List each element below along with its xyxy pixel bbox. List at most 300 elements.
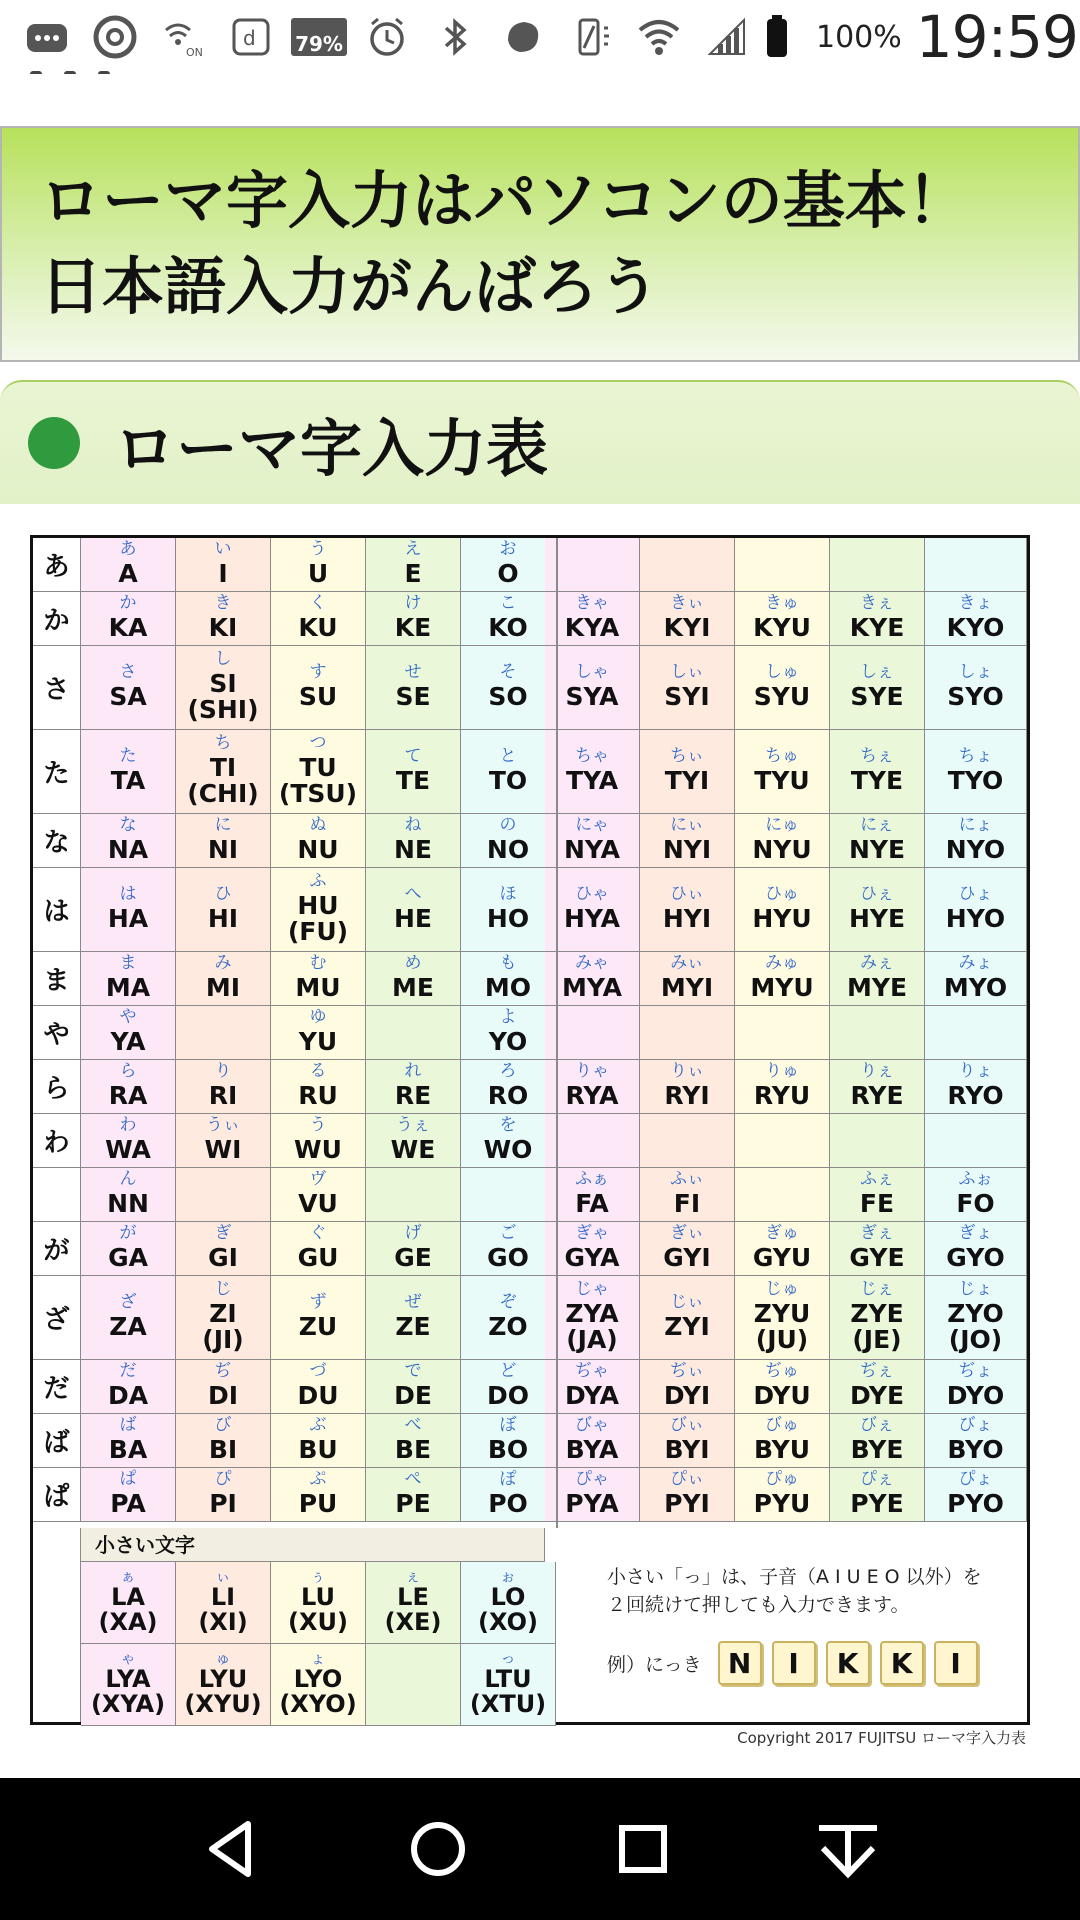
pull-down-icon: [813, 1814, 883, 1884]
kana-cell: [176, 1168, 271, 1222]
kana-label: と: [499, 746, 517, 767]
romaji-label: GO: [487, 1243, 529, 1273]
kana-cell: [925, 1114, 1027, 1168]
kana-label: しょ: [958, 662, 993, 683]
row-header: ま: [33, 952, 81, 1006]
kana-cell: [271, 592, 366, 646]
romaji-label: TYO: [947, 766, 1004, 796]
kana-label: にゅ: [765, 815, 799, 836]
kana-cell: [176, 1468, 271, 1522]
kana-cell: [545, 1168, 640, 1222]
romaji-label: RE: [394, 1081, 432, 1111]
kana-cell: [830, 592, 925, 646]
romaji-label: BA: [108, 1435, 148, 1465]
row-header: が: [33, 1222, 81, 1276]
kana-label: ゆ: [309, 1007, 327, 1028]
kana-cell: [830, 1168, 925, 1222]
romaji-label: BYO: [947, 1435, 1004, 1465]
romaji-alt-label: (XI): [198, 1608, 248, 1637]
kana-label: ぼ: [499, 1415, 517, 1436]
kana-label: ご: [499, 1223, 517, 1244]
romaji-alt-label: (XE): [384, 1608, 442, 1637]
kana-label: ぱ: [119, 1469, 137, 1490]
kana-cell: [925, 646, 1027, 730]
kana-cell: [640, 592, 735, 646]
signal-icon: [702, 14, 752, 60]
kana-cell: [830, 1006, 925, 1060]
kana-cell: [366, 1276, 461, 1360]
kana-label: う: [309, 1115, 327, 1136]
romaji-label: HU: [297, 891, 339, 921]
romaji-label: HYA: [564, 904, 620, 934]
romaji-label: NYE: [848, 835, 906, 865]
kana-label: つ: [309, 733, 327, 754]
romaji-label: SA: [109, 682, 147, 712]
romaji-alt-label: (JI): [202, 1325, 244, 1355]
kana-cell: [461, 1414, 556, 1468]
kana-cell: [640, 1414, 735, 1468]
romaji-label: MYA: [562, 973, 622, 1003]
romaji-label: VU: [298, 1189, 338, 1219]
kana-cell: [81, 538, 176, 592]
romaji-label: SYE: [850, 682, 904, 712]
romaji-label: BO: [487, 1435, 529, 1465]
kana-cell: [366, 538, 461, 592]
kana-label: ぶ: [309, 1415, 327, 1436]
romaji-label: TU: [299, 753, 337, 783]
row-header: ぱ: [33, 1468, 81, 1522]
kana-cell: [545, 1276, 640, 1360]
romaji-label: SU: [298, 682, 338, 712]
romaji-label: ME: [392, 973, 434, 1003]
kana-cell: [461, 646, 556, 730]
kana-cell: [176, 814, 271, 868]
romaji-label: WA: [105, 1135, 151, 1165]
kana-cell: [366, 1222, 461, 1276]
kana-cell: [545, 592, 640, 646]
home-button[interactable]: [388, 1799, 488, 1899]
romaji-label: NYU: [752, 835, 812, 865]
romaji-label: KE: [394, 613, 432, 643]
kana-label: へ: [404, 884, 422, 905]
kana-label: にょ: [958, 815, 993, 836]
kana-cell: [830, 952, 925, 1006]
kana-cell: [925, 1006, 1027, 1060]
romaji-label: WI: [204, 1135, 242, 1165]
romaji-alt-label: (JE): [852, 1325, 902, 1355]
kana-cell: [461, 952, 556, 1006]
kana-label: ぜ: [404, 1292, 422, 1313]
small-letters-label: 小さい文字: [81, 1528, 545, 1562]
romaji-label: DE: [394, 1381, 432, 1411]
kana-cell: [735, 1360, 830, 1414]
romaji-label: GE: [394, 1243, 432, 1273]
kana-label: る: [309, 1061, 327, 1082]
romaji-label: BU: [298, 1435, 338, 1465]
kana-label: ね: [404, 815, 422, 836]
kana-label: ヴ: [309, 1169, 327, 1190]
romaji-label: MYI: [660, 973, 714, 1003]
kana-label: きょ: [958, 593, 993, 614]
romaji-label: MYE: [846, 973, 908, 1003]
romaji-label: GYU: [752, 1243, 812, 1273]
kana-cell: [271, 1060, 366, 1114]
kana-cell: [735, 730, 830, 814]
kana-cell: [366, 646, 461, 730]
romaji-label: BYE: [850, 1435, 904, 1465]
small-kana-cell: [271, 1644, 366, 1726]
kana-cell: [545, 1222, 640, 1276]
kana-label: みゃ: [575, 953, 609, 974]
kana-label: ふぇ: [860, 1169, 894, 1190]
kana-label: りゅ: [765, 1061, 799, 1082]
kana-label: に: [214, 815, 232, 836]
kana-cell: [81, 1468, 176, 1522]
romaji-label: KA: [108, 613, 148, 643]
kana-cell: [735, 1222, 830, 1276]
kana-label: こ: [499, 593, 517, 614]
kana-cell: [271, 646, 366, 730]
kana-cell: [640, 730, 735, 814]
kana-cell: [735, 1414, 830, 1468]
kana-label: き: [214, 593, 232, 614]
romaji-label: DO: [486, 1381, 529, 1411]
small-kana-cell: [176, 1644, 271, 1726]
kana-label: ぢ: [214, 1361, 232, 1382]
example-key: I: [934, 1641, 978, 1685]
kana-cell: [176, 646, 271, 730]
romaji-label: DYE: [849, 1381, 905, 1411]
kana-label: ぴゃ: [575, 1469, 609, 1490]
kana-label: ろ: [499, 1061, 517, 1082]
kana-label: わ: [119, 1115, 137, 1136]
kana-label: く: [309, 593, 327, 614]
kana-cell: [830, 1222, 925, 1276]
kana-label: せ: [404, 662, 422, 683]
row-header: や: [33, 1006, 81, 1060]
kana-cell: [735, 1060, 830, 1114]
row-header: ざ: [33, 1276, 81, 1360]
romaji-label: SYA: [565, 682, 619, 712]
romaji-label: KYE: [849, 613, 905, 643]
romaji-label: RO: [487, 1081, 529, 1111]
kana-cell: [366, 1060, 461, 1114]
kana-cell: [271, 1468, 366, 1522]
notification-pull-button[interactable]: [798, 1799, 898, 1899]
kana-label: え: [404, 539, 422, 560]
romaji-label: LYU: [198, 1665, 248, 1694]
kana-label: み: [214, 953, 232, 974]
kana-cell: [366, 952, 461, 1006]
romaji-label: MA: [105, 973, 151, 1003]
example-keys: [718, 1641, 988, 1685]
romaji-label: SO: [488, 682, 528, 712]
kana-cell: [176, 1114, 271, 1168]
kana-label: ぢぇ: [860, 1361, 894, 1382]
kana-cell: [925, 1168, 1027, 1222]
romaji-label: GI: [208, 1243, 238, 1273]
romaji-label: TYI: [664, 766, 710, 796]
kana-cell: [735, 814, 830, 868]
kana-cell: [925, 952, 1027, 1006]
romaji-label: PYO: [947, 1489, 1004, 1519]
kana-cell: [830, 730, 925, 814]
romaji-label: PO: [488, 1489, 528, 1519]
svg-text:d: d: [243, 26, 256, 50]
kana-label: ぢゅ: [765, 1361, 799, 1382]
row-header: ば: [33, 1414, 81, 1468]
romaji-label: HYE: [848, 904, 906, 934]
romaji-label: YU: [298, 1027, 338, 1057]
romaji-label: ZYI: [664, 1312, 710, 1342]
kana-label: ひ: [214, 884, 232, 905]
kana-cell: [925, 730, 1027, 814]
kana-label: うぃ: [206, 1115, 240, 1136]
kana-cell: [81, 646, 176, 730]
bullet-dot-icon: [28, 417, 80, 469]
kana-cell: [461, 1222, 556, 1276]
romaji-label: ZU: [298, 1312, 338, 1342]
kana-cell: [640, 1276, 735, 1360]
romaji-label: RYO: [947, 1081, 1004, 1111]
romaji-alt-label: (CHI): [187, 779, 259, 809]
kana-cell: [176, 868, 271, 952]
kana-cell: [271, 1222, 366, 1276]
kana-label: う: [309, 539, 327, 560]
kana-label: ぴぇ: [860, 1469, 894, 1490]
romaji-label: RYU: [753, 1081, 811, 1111]
kana-cell: [735, 592, 830, 646]
romaji-label: NO: [486, 835, 530, 865]
kana-label: ひゅ: [765, 884, 799, 905]
kana-cell: [640, 1468, 735, 1522]
kana-cell: [81, 1276, 176, 1360]
romaji-label: SE: [395, 682, 431, 712]
romaji-label: BYU: [753, 1435, 811, 1465]
kana-label: ひぃ: [670, 884, 704, 905]
kana-label: ちぇ: [860, 746, 894, 767]
romaji-label: LTU: [484, 1665, 532, 1694]
kana-label: にぇ: [860, 815, 894, 836]
kana-cell: [925, 1222, 1027, 1276]
kana-cell: [366, 1414, 461, 1468]
kana-cell: [366, 1114, 461, 1168]
kana-label: い: [214, 539, 232, 560]
romaji-label: KI: [208, 613, 238, 643]
kana-cell: [735, 1468, 830, 1522]
kana-label: ば: [119, 1415, 137, 1436]
kana-cell: [461, 592, 556, 646]
kana-cell: [640, 952, 735, 1006]
row-header: [33, 1168, 81, 1222]
romaji-label: DI: [207, 1381, 239, 1411]
kana-cell: [545, 1006, 640, 1060]
kana-cell: [461, 814, 556, 868]
kana-cell: [735, 1006, 830, 1060]
kana-cell: [830, 1360, 925, 1414]
battery-saver-icon: 79%: [294, 14, 344, 60]
example-key: N: [718, 1641, 762, 1685]
kana-cell: [366, 592, 461, 646]
romaji-label: DYI: [663, 1381, 711, 1411]
kana-label: ひぇ: [860, 884, 894, 905]
kana-label: な: [119, 815, 137, 836]
romaji-alt-label: (TSU): [278, 779, 358, 809]
chrome-icon: [90, 14, 140, 60]
kana-cell: [735, 1276, 830, 1360]
romaji-alt-label: (JA): [566, 1325, 618, 1355]
kana-cell: [81, 1360, 176, 1414]
kana-label: や: [119, 1007, 137, 1028]
kana-cell: [366, 1168, 461, 1222]
kana-cell: [81, 1222, 176, 1276]
recents-icon: [608, 1814, 678, 1884]
romaji-label: KYU: [753, 613, 811, 643]
kana-label: じぃ: [670, 1292, 704, 1313]
kana-label: っ: [500, 1649, 516, 1668]
romaji-label: HYO: [945, 904, 1006, 934]
kana-label: びゃ: [575, 1415, 609, 1436]
romaji-alt-label: (XU): [288, 1608, 348, 1637]
romaji-label: SYI: [664, 682, 710, 712]
kana-label: ぎゃ: [575, 1223, 609, 1244]
kana-cell: [640, 646, 735, 730]
kana-label: しぇ: [860, 662, 894, 683]
romaji-label: U: [307, 559, 329, 589]
kana-cell: [81, 1114, 176, 1168]
romaji-alt-label: (XTU): [469, 1690, 547, 1719]
banner-line-1: ローマ字入力はパソコンの基本！: [40, 164, 969, 237]
kana-cell: [545, 1360, 640, 1414]
kana-label: ゅ: [215, 1649, 231, 1668]
kana-label: うぇ: [396, 1115, 430, 1136]
kana-cell: [830, 646, 925, 730]
kana-label: ぴゅ: [765, 1469, 799, 1490]
kana-cell: [81, 868, 176, 952]
kana-cell: [461, 1360, 556, 1414]
kana-label: り: [214, 1061, 232, 1082]
romaji-label: YO: [488, 1027, 528, 1057]
kana-cell: [271, 1006, 366, 1060]
kana-cell: [830, 1114, 925, 1168]
back-button[interactable]: [183, 1799, 283, 1899]
kana-cell: [640, 1168, 735, 1222]
kana-cell: [925, 868, 1027, 952]
romaji-label: ZA: [109, 1312, 147, 1342]
kana-cell: [640, 538, 735, 592]
romaji-label: FE: [859, 1189, 895, 1219]
kana-label: ぁ: [120, 1567, 136, 1586]
kana-label: びゅ: [765, 1415, 799, 1436]
back-icon: [198, 1814, 268, 1884]
romaji-label: PE: [395, 1489, 431, 1519]
romaji-label: LA: [111, 1583, 145, 1612]
kana-label: ぃ: [215, 1567, 231, 1586]
kana-label: あ: [119, 539, 137, 560]
column-divider: [556, 538, 558, 1528]
small-kana-cell: [366, 1562, 461, 1644]
kana-label: ぽ: [499, 1469, 517, 1490]
small-kana-cell: [176, 1562, 271, 1644]
kana-label: ぢぃ: [670, 1361, 704, 1382]
kana-label: で: [404, 1361, 422, 1382]
romaji-label: GYA: [564, 1243, 620, 1273]
kana-cell: [271, 952, 366, 1006]
small-letters-left-spacer: [33, 1528, 81, 1722]
romaji-alt-label: (XYO): [279, 1690, 357, 1719]
romaji-label: PA: [110, 1489, 146, 1519]
small-tsu-note: [607, 1563, 1007, 1619]
kana-cell: [366, 814, 461, 868]
kana-cell: [925, 538, 1027, 592]
romaji-label: PYE: [850, 1489, 904, 1519]
kana-label: だ: [119, 1361, 137, 1382]
kana-label: ぎ: [214, 1223, 232, 1244]
romaji-label: ZYE: [850, 1299, 904, 1329]
kana-label: りょ: [958, 1061, 993, 1082]
example-key: K: [826, 1641, 870, 1685]
kana-label: ちゅ: [765, 746, 799, 767]
kana-cell: [271, 1414, 366, 1468]
kana-cell: [735, 868, 830, 952]
kana-label: ぎゅ: [765, 1223, 799, 1244]
kana-cell: [81, 730, 176, 814]
romaji-label: NA: [107, 835, 149, 865]
scrolled-text-remnant: [30, 62, 180, 74]
kana-label: れ: [404, 1061, 422, 1082]
kana-cell: [925, 1468, 1027, 1522]
kana-label: ゃ: [120, 1649, 136, 1668]
small-kana-cell: [461, 1562, 556, 1644]
kana-cell: [271, 814, 366, 868]
kana-label: ぐ: [309, 1223, 327, 1244]
romaji-label: NYA: [564, 835, 620, 865]
kana-label: しぃ: [670, 662, 704, 683]
small-kana-cell: [271, 1562, 366, 1644]
romaji-label: SI: [209, 669, 237, 699]
romaji-label: BYI: [664, 1435, 710, 1465]
romaji-label: RYE: [850, 1081, 904, 1111]
romaji-alt-label: (JO): [948, 1325, 1003, 1355]
kana-label: みゅ: [765, 953, 799, 974]
kana-cell: [461, 1276, 556, 1360]
romaji-label: A: [118, 559, 138, 589]
recents-button[interactable]: [593, 1799, 693, 1899]
d-app-icon: [226, 14, 276, 60]
kana-cell: [830, 538, 925, 592]
kana-label: みょ: [958, 953, 993, 974]
battery-percentage: 100%: [816, 19, 902, 55]
kana-cell: [545, 814, 640, 868]
example-key: I: [772, 1641, 816, 1685]
kana-label: ぴぃ: [670, 1469, 704, 1490]
romaji-label: LYO: [293, 1665, 343, 1694]
romaji-label: TI: [209, 753, 237, 783]
row-header: は: [33, 868, 81, 952]
bluetooth-icon: [430, 14, 480, 60]
small-kana-cell: [81, 1644, 176, 1726]
kana-cell: [735, 646, 830, 730]
kana-cell: [176, 1360, 271, 1414]
kana-label: ぎぃ: [670, 1223, 704, 1244]
romaji-alt-label: (XO): [478, 1608, 538, 1637]
romaji-label: LYA: [105, 1665, 151, 1694]
romaji-label: YA: [110, 1027, 146, 1057]
romaji-label: PYI: [664, 1489, 710, 1519]
kana-label: ぴょ: [958, 1469, 993, 1490]
kana-cell: [545, 730, 640, 814]
kana-label: ちょ: [958, 746, 993, 767]
